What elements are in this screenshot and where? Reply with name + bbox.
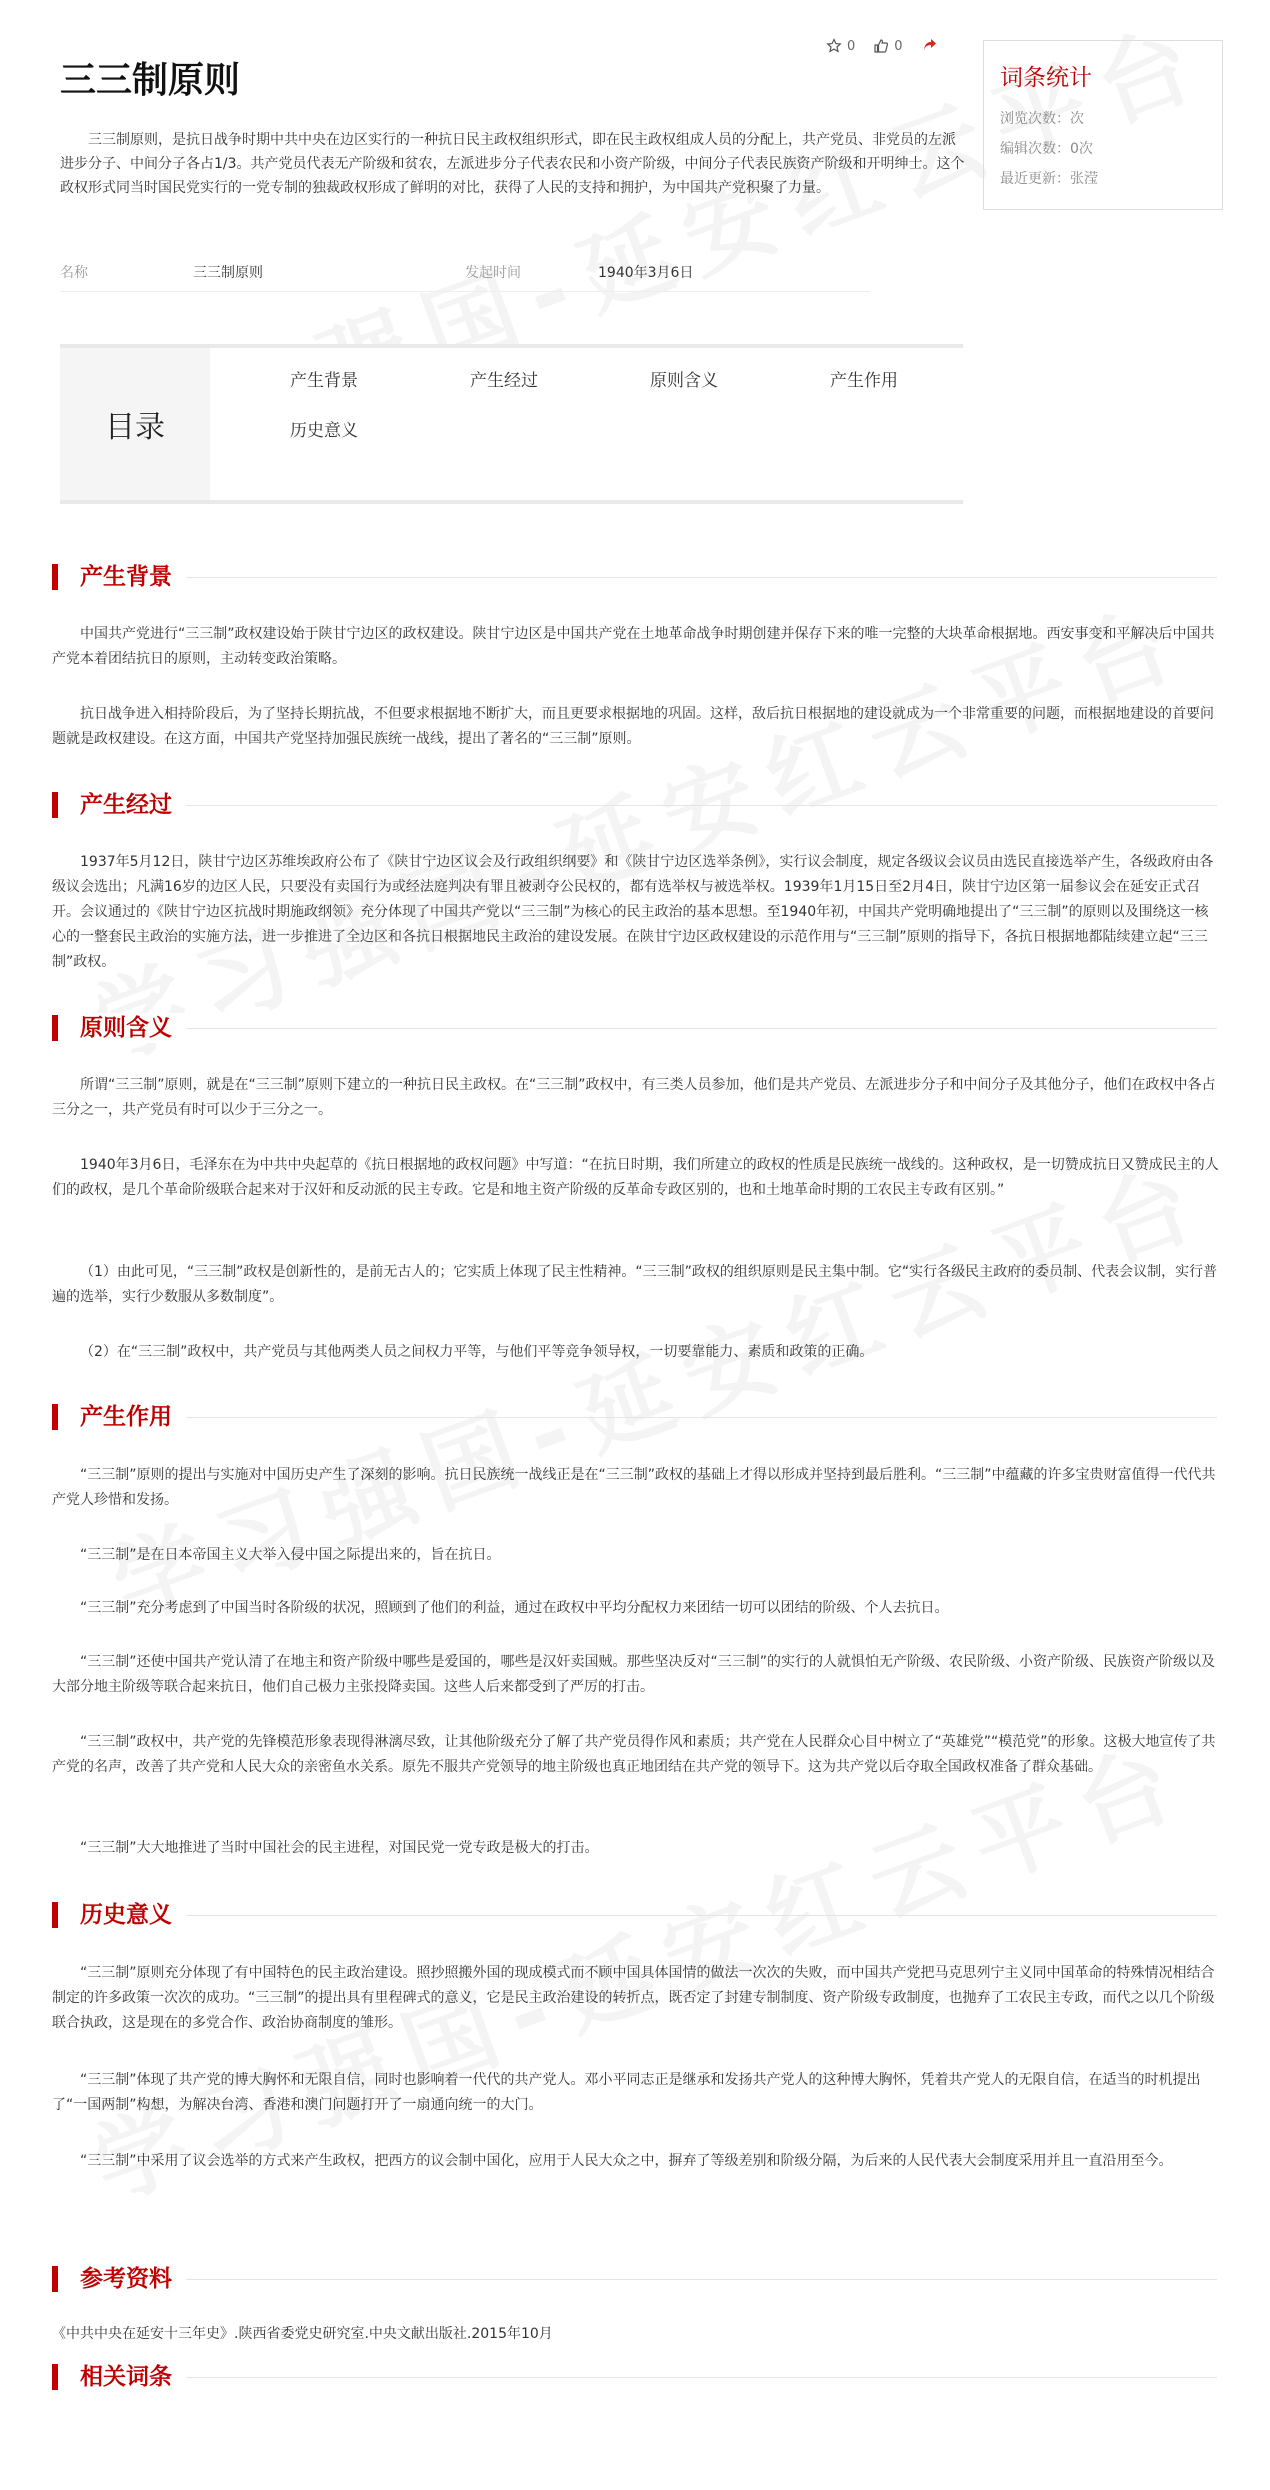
section-heading-background — [52, 562, 1217, 592]
section-title: 相关词条 — [80, 2362, 186, 2392]
toc-item-significance[interactable]: 历史意义 — [290, 421, 358, 441]
basic-info-row — [60, 255, 870, 292]
section-title: 参考资料 — [80, 2264, 186, 2294]
entry-summary: 三三制原则，是抗日战争时期中共中央在边区实行的一种抗日民主政权组织形式，即在民主政权组成人员的分配上，共产党员、非党员的左派进步分子、中间分子各占1/3。共产党员代表无产阶级和贫农，左派进步分子代表农民和小资产阶级，中间分子代表民族资产阶级和开明绅士。这个政权形式同当时国民党实行的一党专制的独裁政权形成了鲜明的对比，获得了人民的支持和拥护，为中国共产党积聚了力量。 — [60, 132, 965, 196]
entry-actions — [826, 38, 937, 54]
like-button[interactable] — [873, 38, 902, 54]
page-title: 三三制原则 — [60, 60, 241, 101]
section-title: 产生作用 — [80, 1402, 186, 1432]
edits-label: 编辑次数： — [1000, 141, 1070, 157]
paragraph: 抗日战争进入相持阶段后，为了坚持长期抗战，不但要求根据地不断扩大，而且更要求根据地的巩固。这样，敌后抗日根据地的建设就成为一个非常重要的问题，而根据地建设的首要问题就是政权建设。在这方面，中国共产党坚持加强民族统一战线，提出了著名的“三三制”原则。 — [52, 706, 1214, 747]
like-count: 0 — [894, 38, 903, 54]
stats-title: 词条统计 — [1000, 65, 1092, 91]
section-divider — [80, 2377, 1217, 2378]
section-heading-significance — [52, 1900, 1217, 1930]
paragraph: “三三制”充分考虑到了中国当时各阶级的状况，照顾到了他们的利益，通过在政权中平均分配权力来团结一切可以团结的阶级、个人去抗日。 — [80, 1600, 949, 1616]
date-label: 发起时间 — [465, 265, 521, 281]
paragraph: “三三制”原则的提出与实施对中国历史产生了深刻的影响。抗日民族统一战线正是在“三三制”政权的基础上才得以形成并坚持到最后胜利。“三三制”中蕴藏的许多宝贵财富值得一代代共产党人珍惜和发扬。 — [52, 1467, 1216, 1508]
toc-title: 目录 — [60, 348, 210, 500]
updated-stat — [1000, 164, 1206, 194]
thumbs-up-icon — [873, 38, 889, 54]
paragraph: “三三制”中采用了议会选举的方式来产生政权，把西方的议会制中国化，应用于人民大众之中，摒弃了等级差别和阶级分隔，为后来的人民代表大会制度采用并且一直沿用至今。 — [80, 2153, 1173, 2169]
section-heading-related — [52, 2362, 1217, 2392]
section-heading-references — [52, 2264, 1217, 2294]
section-heading-process — [52, 790, 1217, 820]
date-value: 1940年3月6日 — [598, 265, 694, 281]
paragraph: 1937年5月12日，陕甘宁边区苏维埃政府公布了《陕甘宁边区议会及行政组织纲要》和《陕甘宁边区选举条例》，实行议会制度，规定各级议会议员由选民直接选举产生，各级政府由各级议会选出；凡满16岁的边区人民，只要没有卖国行为或经法庭判决有罪且被剥夺公民权的，都有选举权与被选举权。1939年1月15日至2月4日，陕甘宁边区第一届参议会在延安正式召开。会议通过的《陕甘宁边区抗战时期施政纲领》充分体现了中国共产党以“三三制”为核心的民主政治的基本思想。至1940年初，中国共产党明确地提出了“三三制”的原则以及围绕这一核心的一整套民主政治的实施方法，进一步推进了全边区和各抗日根据地民主政治的建设发展。在陕甘宁边区政权建设的示范作用与“三三制”原则的指导下，各抗日根据地都陆续建立起“三三制”政权。 — [52, 854, 1214, 970]
section-marker — [52, 1404, 58, 1430]
toc-item-process[interactable]: 产生经过 — [470, 371, 538, 391]
paragraph: 1940年3月6日，毛泽东在为中共中央起草的《抗日根据地的政权问题》中写道：“在抗日时期，我们所建立的政权的性质是民族统一战线的。这种政权，是一切赞成抗日又赞成民主的人们的政权，是几个革命阶级联合起来对于汉奸和反动派的民主专政。它是和地主资产阶级的反革命专政区别的，也和土地革命时期的工农民主专政有区别。” — [52, 1157, 1219, 1198]
views-label: 浏览次数： — [1000, 111, 1070, 127]
section-marker — [52, 1015, 58, 1041]
toc-item-effect[interactable]: 产生作用 — [830, 371, 898, 391]
section-marker — [52, 564, 58, 590]
favorite-count: 0 — [847, 38, 856, 54]
section-marker — [52, 2364, 58, 2390]
section-title: 原则含义 — [80, 1013, 186, 1043]
paragraph: （2）在“三三制”政权中，共产党员与其他两类人员之间权力平等，与他们平等竞争领导权，一切要靠能力、素质和政策的正确。 — [80, 1344, 874, 1360]
paragraph: “三三制”还使中国共产党认清了在地主和资产阶级中哪些是爱国的，哪些是汉奸卖国贼。那些坚决反对“三三制”的实行的人就惧怕无产阶级、农民阶级、小资产阶级、民族资产阶级以及大部分地主阶级等联合起来抗日，他们自己极力主张投降卖国。这些人后来都受到了严厉的打击。 — [52, 1654, 1216, 1695]
paragraph: “三三制”大大地推进了当时中国社会的民主进程，对国民党一党专政是极大的打击。 — [80, 1840, 599, 1856]
paragraph: 中国共产党进行“三三制”政权建设始于陕甘宁边区的政权建设。陕甘宁边区是中国共产党在土地革命战争时期创建并保存下来的唯一完整的大块革命根据地。西安事变和平解决后中国共产党本着团结抗日的原则，主动转变政治策略。 — [52, 626, 1215, 667]
entry-stats-panel — [983, 40, 1223, 210]
toc-item-background[interactable]: 产生背景 — [290, 371, 358, 391]
table-of-contents — [60, 344, 963, 504]
section-marker — [52, 792, 58, 818]
section-divider — [80, 1417, 1217, 1418]
edits-stat — [1000, 134, 1206, 164]
updated-label: 最近更新： — [1000, 171, 1070, 187]
section-divider — [80, 1915, 1217, 1916]
section-heading-meaning — [52, 1013, 1217, 1043]
paragraph: （1）由此可见，“三三制”政权是创新性的，是前无古人的；它实质上体现了民主性精神。“三三制”政权的组织原则是民主集中制。它“实行各级民主政府的委员制、代表会议制，实行普遍的选举，实行少数服从多数制度”。 — [52, 1264, 1218, 1305]
paragraph: 所谓“三三制”原则，就是在“三三制”原则下建立的一种抗日民主政权。在“三三制”政权中，有三类人员参加，他们是共产党员、左派进步分子和中间分子及其他分子，他们在政权中各占三分之一，共产党员有时可以少于三分之一。 — [52, 1077, 1216, 1118]
paragraph: “三三制”体现了共产党的博大胸怀和无限自信，同时也影响着一代代的共产党人。邓小平同志正是继承和发扬共产党人的这种博大胸怀，凭着共产党人的无限自信，在适当的时机提出了“一国两制”构想，为解决台湾、香港和澳门问题打开了一扇通向统一的大门。 — [52, 2072, 1201, 2113]
favorite-button[interactable] — [826, 38, 855, 54]
section-divider — [80, 2279, 1217, 2280]
section-title: 产生背景 — [80, 562, 186, 592]
section-divider — [80, 577, 1217, 578]
toc-item-meaning[interactable]: 原则含义 — [650, 371, 718, 391]
section-divider — [80, 805, 1217, 806]
star-icon — [826, 38, 842, 54]
section-title: 产生经过 — [80, 790, 186, 820]
section-heading-effect — [52, 1402, 1217, 1432]
updated-value: 张滢 — [1070, 171, 1098, 187]
share-button[interactable] — [921, 38, 937, 54]
paragraph: “三三制”是在日本帝国主义大举入侵中国之际提出来的，旨在抗日。 — [80, 1547, 501, 1563]
section-title: 历史意义 — [80, 1900, 186, 1930]
edits-value: 0次 — [1070, 141, 1093, 157]
reference-item: 《中共中央在延安十三年史》.陕西省委党史研究室.中央文献出版社.2015年10月 — [52, 2326, 553, 2342]
section-divider — [80, 1028, 1217, 1029]
name-value: 三三制原则 — [193, 265, 263, 281]
name-label: 名称 — [60, 265, 88, 281]
views-stat — [1000, 104, 1206, 134]
section-marker — [52, 1902, 58, 1928]
views-value: 次 — [1070, 111, 1084, 127]
paragraph: “三三制”政权中，共产党的先锋模范形象表现得淋漓尽致，让其他阶级充分了解了共产党员得作风和素质；共产党在人民群众心目中树立了“英雄党”“模范党”的形象。这极大地宣传了共产党的名声，改善了共产党和人民大众的亲密鱼水关系。原先不服共产党领导的地主阶级也真正地团结在共产党的领导下。这为共产党以后夺取全国政权准备了群众基础。 — [52, 1734, 1216, 1775]
section-marker — [52, 2266, 58, 2292]
paragraph: “三三制”原则充分体现了有中国特色的民主政治建设。照抄照搬外国的现成模式而不顾中国具体国情的做法一次次的失败，而中国共产党把马克思列宁主义同中国革命的特殊情况相结合制定的许多政策一次次的成功。“三三制”的提出具有里程碑式的意义，它是民主政治建设的转折点，既否定了封建专制制度、资产阶级专政制度，也抛弃了工农民主专政，而代之以几个阶级联合执政，这是现在的多党合作、政治协商制度的雏形。 — [52, 1965, 1215, 2031]
share-icon — [921, 38, 937, 54]
